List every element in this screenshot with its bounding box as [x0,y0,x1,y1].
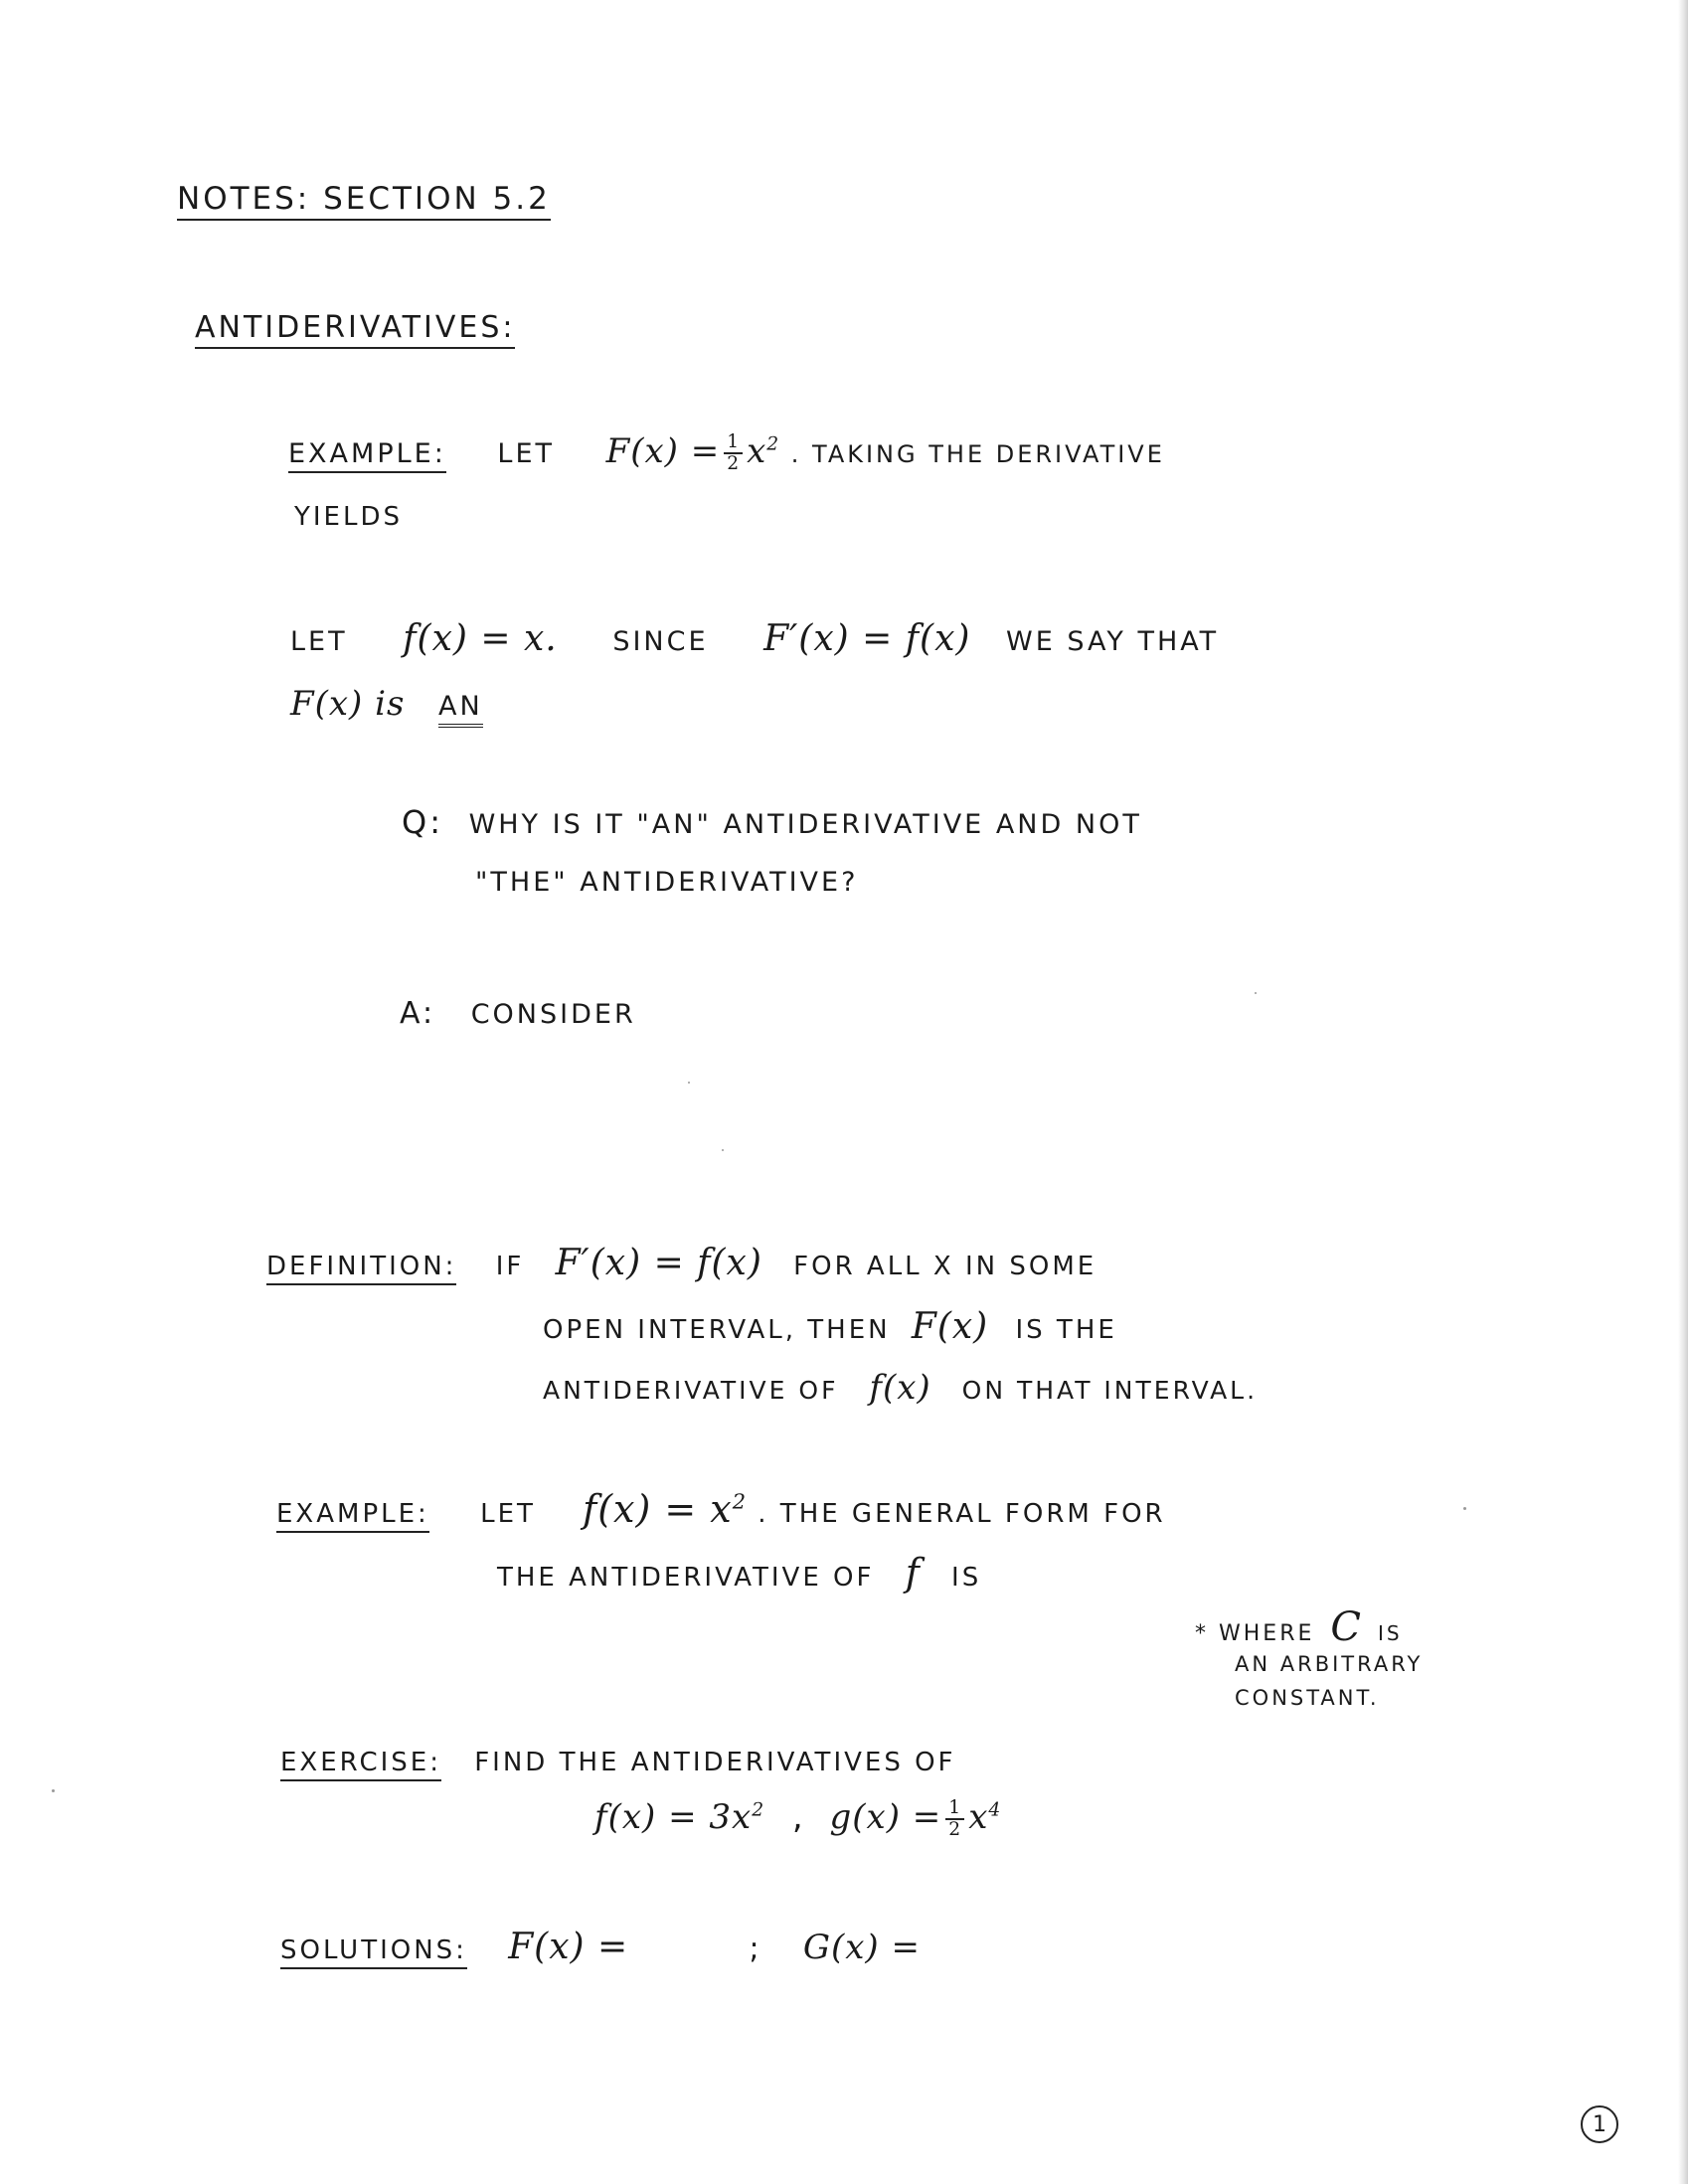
exercise-g-lhs: g(x) = [829,1797,942,1837]
let-block-fx: f(x) = x. [403,618,558,659]
side-note-line2 [1235,1652,1423,1676]
example2-is: IS [951,1563,982,1593]
exercise-g-den: 2 [948,1819,962,1840]
question-line2-text: "THE" ANTIDERIVATIVE? [475,867,859,898]
exercise-sep: , [791,1797,806,1837]
definition-line2 [543,1306,1117,1347]
solutions-line [280,1927,921,1967]
example1-line1 [288,431,1165,474]
page-number-text: 1 [1593,2111,1606,2137]
section-heading [195,310,515,349]
example1-func-exp: 2 [766,433,780,455]
definition-Fx: F(x) [911,1306,989,1347]
let-block-Fx: F(x) is [290,684,406,724]
definition-for-all: FOR ALL X IN SOME [793,1252,1097,1281]
exercise-f-lhs: f(x) = 3x [594,1797,753,1837]
scan-edge [1678,0,1688,2184]
answer-line [400,996,636,1031]
let-block-let: LET [290,626,348,657]
exercise-label: EXERCISE: [280,1748,441,1781]
page-number [1581,2105,1618,2143]
side-note-line1 [1195,1604,1403,1650]
example1-yields: YIELDS [294,502,403,532]
exercise-g-num: 1 [945,1798,964,1820]
let-block-relation: F′(x) = f(x) [763,618,971,659]
side-note-C: C [1330,1604,1362,1650]
example2-rest: . THE GENERAL FORM FOR [758,1499,1166,1529]
example2-fx-lhs: f(x) = x [583,1487,733,1531]
scan-speck [688,1082,690,1084]
exercise-g-exp: 4 [988,1799,1002,1821]
example1-frac-num: 1 [724,432,743,454]
example2-line2 [497,1551,981,1595]
scan-speck [1255,992,1257,994]
definition-fx: f(x) [869,1368,931,1408]
example1-func [605,431,780,474]
example1-label: EXAMPLE: [288,438,446,473]
scan-speck [722,1149,724,1151]
exercise-g-base: x [968,1797,989,1837]
example2-fx [583,1487,747,1531]
question-label: Q: [402,803,443,841]
exercise-text: FIND THE ANTIDERIVATIVES OF [474,1748,956,1777]
example1-func-base: x [747,431,767,471]
answer-label: A: [400,996,436,1031]
definition-relation: F′(x) = f(x) [555,1243,762,1283]
example2-fx-exp: 2 [732,1489,748,1514]
definition-label: DEFINITION: [266,1252,456,1285]
let-block-line1 [290,618,1219,659]
solutions-F: F(x) = [508,1927,629,1967]
exercise-g-fraction [945,1798,964,1839]
example1-line2 [294,502,403,532]
scan-speck [1463,1507,1466,1510]
example2-line2-text: THE ANTIDERIVATIVE OF [497,1563,875,1593]
question-line2 [475,867,858,898]
solutions-label: SOLUTIONS: [280,1935,467,1969]
side-note-arbitrary: AN ARBITRARY [1235,1652,1424,1676]
exercise-line1 [280,1748,956,1777]
definition-line3-a: ANTIDERIVATIVE OF [543,1376,839,1405]
scan-speck [52,1789,55,1792]
definition-if: IF [495,1252,525,1281]
let-block-we-say: WE SAY THAT [1006,626,1220,657]
example2-f: f [905,1551,921,1595]
let-block-an: AN [438,691,483,728]
side-note-is: IS [1378,1621,1403,1645]
section-heading-text: ANTIDERIVATIVES: [195,310,516,345]
side-note-constant: CONSTANT. [1235,1686,1380,1710]
answer-text: CONSIDER [470,999,636,1030]
question-line1 [402,803,1142,841]
example1-let: LET [497,438,556,469]
page-title [177,181,551,221]
solutions-G: G(x) = [802,1928,921,1967]
side-note-line3 [1235,1686,1380,1710]
side-note-where: * WHERE [1195,1621,1315,1646]
definition-line2-b: IS THE [1015,1315,1117,1345]
exercise-g [829,1797,1002,1840]
exercise-f-exp: 2 [752,1799,765,1821]
definition-line1 [266,1243,1097,1283]
example1-fraction [724,432,743,473]
example2-line1 [276,1487,1166,1531]
exercise-f [594,1797,764,1837]
example1-func-lhs: F(x) = [605,431,721,471]
definition-line3-b: ON THAT INTERVAL. [961,1376,1259,1405]
example2-let: LET [480,1499,536,1529]
solutions-sep: ; [749,1932,762,1966]
definition-line2-a: OPEN INTERVAL, THEN [543,1315,891,1345]
let-block-line2 [290,684,483,724]
exercise-line2 [594,1797,1001,1840]
question-line1-text: WHY IS IT "AN" ANTIDERIVATIVE AND NOT [468,809,1142,840]
page-title-text: NOTES: SECTION 5.2 [177,181,551,217]
example1-frac-den: 2 [727,453,741,474]
definition-line3 [543,1368,1258,1408]
example2-label: EXAMPLE: [276,1499,429,1533]
example1-rest: . TAKING THE DERIVATIVE [790,440,1165,468]
let-block-since: SINCE [612,626,709,657]
